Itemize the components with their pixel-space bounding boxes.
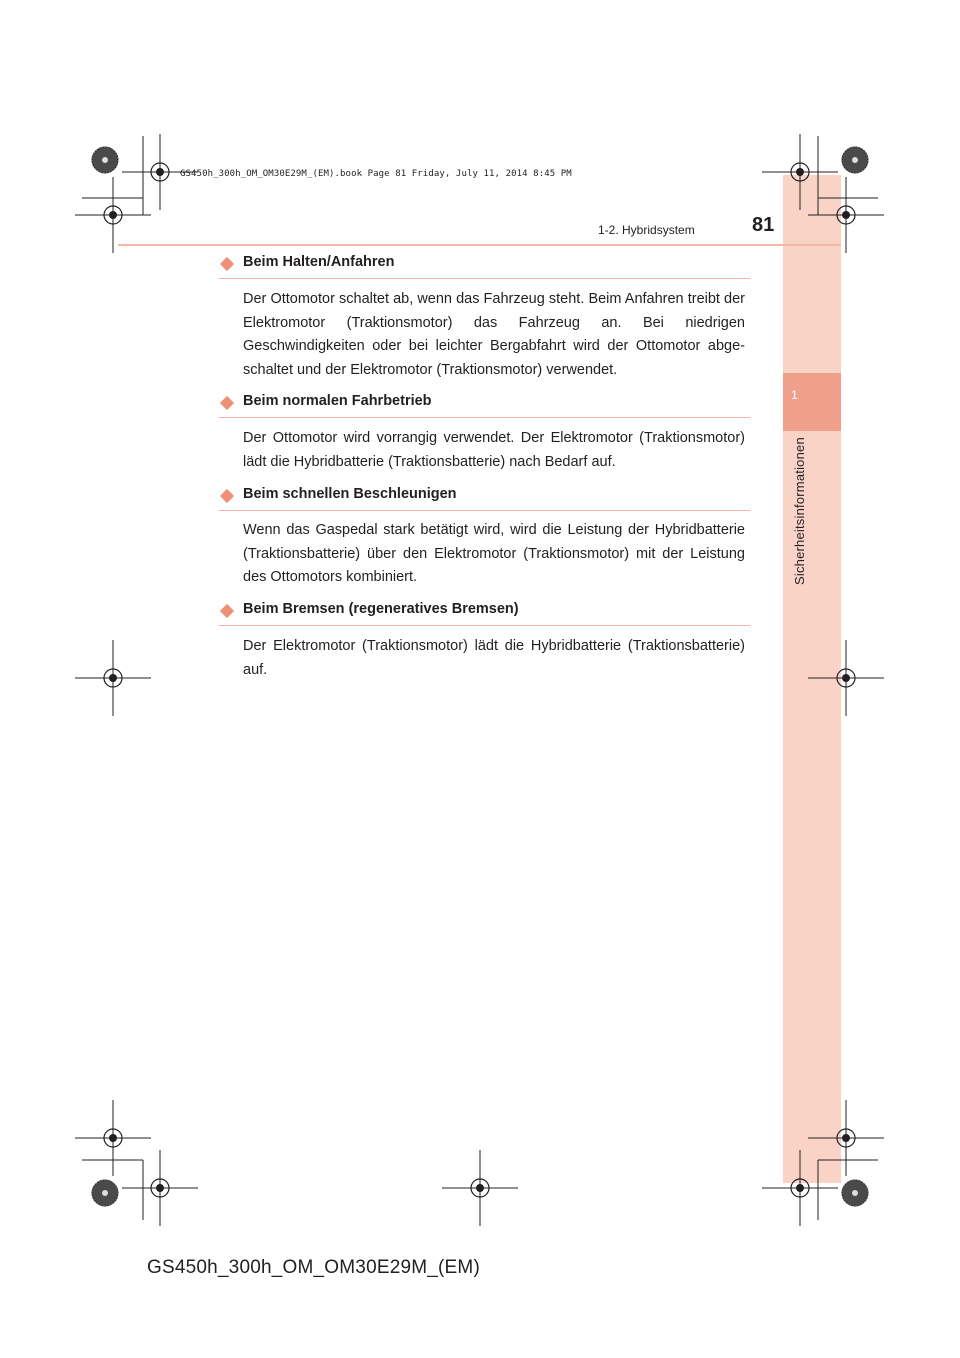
heading-text: Beim Halten/Anfahren	[243, 254, 395, 270]
section-paragraph: Der Ottomotor wird vorrangig verwendet. Der Elektromotor (Traktionsmotor) lädt die Hybridbatterie (Traktionsbatterie) nach Bedarf auf.	[243, 430, 745, 470]
crosshair-mark-icon	[808, 1100, 884, 1176]
chapter-number: 1	[791, 388, 798, 402]
crosshair-mark-icon	[122, 134, 198, 210]
crosshair-mark-icon	[75, 177, 151, 253]
crosshair-mark-icon	[762, 1150, 838, 1226]
crosshair-mark-icon	[122, 1150, 198, 1226]
crosshair-mark-icon	[808, 640, 884, 716]
heading-text: Beim schnellen Beschleunigen	[243, 486, 457, 502]
document-code: GS450h_300h_OM_OM30E29M_(EM)	[147, 1257, 480, 1278]
file-stamp: GS450h_300h_OM_OM30E29M_(EM).book Page 81 Friday, July 11, 2014 8:45 PM	[180, 169, 572, 179]
section-title: 1-2. Hybridsystem	[598, 223, 695, 237]
crosshair-mark-icon	[808, 177, 884, 253]
chapter-title: Sicherheitsinformationen	[792, 437, 807, 585]
section-paragraph: Der Elektromotor (Traktionsmotor) lädt die Hybridbatterie (Traktionsbatterie) auf.	[243, 638, 745, 678]
crosshair-mark-icon	[442, 1150, 518, 1226]
heading-text: Beim normalen Fahrbetrieb	[243, 393, 432, 409]
page-number: 81	[752, 214, 775, 236]
wheel-mark-icon	[92, 1180, 118, 1206]
section-paragraph: Wenn das Gaspedal stark betätigt wird, wird die Leistung der Hybridbatterie (Traktionsbatterie) über den Elektromotor (Traktionsmotor) mit der Leistung des Ottomotors kombiniert.	[243, 522, 745, 585]
crosshair-mark-icon	[762, 134, 838, 210]
heading-text: Beim Bremsen (regeneratives Bremsen)	[243, 601, 519, 617]
wheel-mark-icon	[842, 1180, 868, 1206]
wheel-mark-icon	[842, 147, 868, 173]
section-paragraph: Der Ottomotor schaltet ab, wenn das Fahrzeug steht. Beim Anfahren treibt der Elektromotor (Traktionsmotor) das Fahrzeug an. Bei niedrigen Geschwindigkeiten oder bei leichter Bergabfahrt wird der Ottomotor abgeschaltet und der Elektromotor (Traktionsmotor) verwendet.	[243, 291, 745, 378]
wheel-mark-icon	[92, 147, 118, 173]
crosshair-mark-icon	[75, 1100, 151, 1176]
crosshair-mark-icon	[75, 640, 151, 716]
